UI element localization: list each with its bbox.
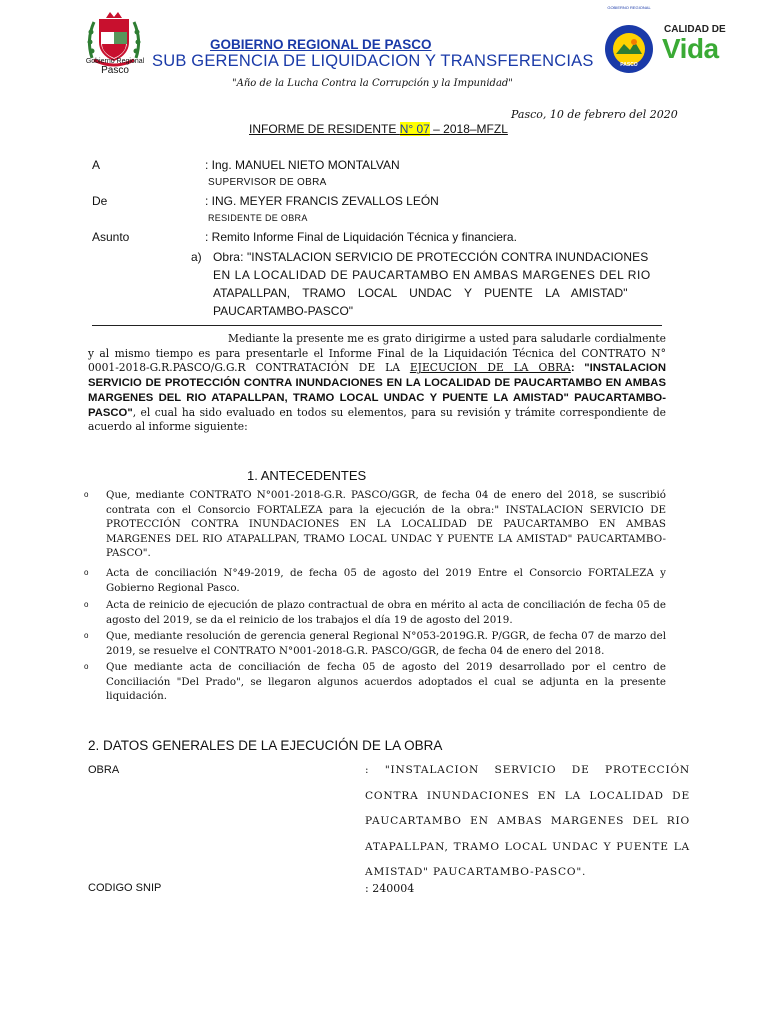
from-value: : ING. MEYER FRANCIS ZEVALLOS LEÓN (205, 194, 439, 208)
bullet-marker: o (84, 662, 89, 671)
obra-line-1: Obra: "INSTALACION SERVICIO DE PROTECCIÓN CONTRA INUNDACIONES (213, 250, 649, 264)
bullet-marker: o (84, 490, 89, 499)
report-title-prefix: INFORME DE RESIDENTE (249, 122, 400, 136)
bullet-text: Que, mediante resolución de gerencia general Regional N°053-2019G.R. P/GGR, de fecha 07 de marzo del 2019, se resuelve el CONTRATO N°001-2018-G.R. PASCO/GGR, de fecha 04 de enero del 2018. (106, 630, 666, 657)
intro-part1: Mediante la presente me es grato dirigirme a usted para saludarle cordialmente y al mismo tiempo es para presentarle el Informe Final de la Liquidación Técnica del CONTRATO N° 0001-2018-G.R.PASCO/G.G.R CONTRATACIÓN DE LA (88, 332, 666, 375)
from-role: RESIDENTE DE OBRA (208, 213, 308, 223)
seal-text-top: GOBIERNO REGIONAL (607, 5, 651, 10)
intro-part3: , el cual ha sido evaluado en todos su elementos, para su revisión y trámite correspondiente de acuerdo al informe siguiente: (88, 405, 666, 434)
list-item (84, 488, 666, 561)
intro-underlined: EJECUCION DE LA OBRA (409, 361, 571, 375)
obra-line-3: ATAPALLPAN, TRAMO LOCAL UNDAC Y PUENTE LA AMISTAD" (213, 286, 628, 300)
snip-field-label: CODIGO SNIP (88, 882, 162, 894)
seal-text-bottom: PASCO (620, 62, 638, 68)
bullet-text: Que, mediante CONTRATO N°001-2018-G.R. PASCO/GGR, de fecha 04 de enero del 2018, se suscribió contrata con el Consorcio FORTALEZA para la ejecución de la obra:" INSTALACION SERVICIO DE PROTECCIÓN CONTRA INUNDACIONES EN LA LOCALIDAD DE PAUCARTAMBO EN AMBAS MARGENES DEL RIO ATAPALLPAN, TRAMO LOCAL UNDAC Y PUENTE LA AMISTAD" PAUCARTAMBO-PASCO". (106, 489, 666, 560)
report-title (249, 122, 508, 136)
bullet-marker: o (84, 631, 89, 640)
bullet-marker: o (84, 568, 89, 577)
list-item (84, 598, 666, 627)
obra-field-value: : "INSTALACION SERVICIO DE PROTECCIÓN CONTRA INUNDACIONES EN LA LOCALIDAD DE PAUCARTAMBO EN AMBAS MARGENES DEL RIO ATAPALLPAN, TRAMO LOCAL UNDAC Y PUENTE LA AMISTAD" PAUCARTAMBO-PASCO". (365, 764, 690, 879)
calidad-de-vida-logo (662, 24, 732, 72)
snip-field-value: : 240004 (365, 882, 415, 895)
list-item (84, 566, 666, 595)
bullet-text: Que mediante acta de conciliación de fecha 05 de agosto del 2019 desarrollado por el centro de Conciliación "Del Prado", se llegaron algunos acuerdos adoptados el cual se adjunta en la presente liquidación. (106, 661, 666, 703)
subject-label: Asunto (92, 230, 130, 244)
date-line: Pasco, 10 de febrero del 2020 (511, 108, 678, 121)
obra-line-2: EN LA LOCALIDAD DE PAUCARTAMBO EN AMBAS MARGENES DEL RIO (213, 268, 651, 282)
calidad-top-text: CALIDAD DE (664, 24, 726, 35)
intro-part2: : "INSTALACION SERVICIO DE PROTECCIÓN CONTRA INUNDACIONES EN LA LOCALIDAD DE PAUCARTAMBO EN AMBAS MARGENES DEL RIO ATAPALLPAN, TRAMO LOCAL UNDAC Y PUENTE LA AMISTAD" PAUCARTAMBO-PASCO" (88, 362, 666, 419)
subgerencia-name: SUB GERENCIA DE LIQUIDACION Y TRANSFERENCIAS (152, 52, 594, 70)
crest-caption-line2: Pasco (101, 65, 129, 76)
section2-title: 2. DATOS GENERALES DE LA EJECUCIÓN DE LA OBRA (88, 738, 443, 753)
intro-paragraph (88, 332, 666, 435)
subject-value: : Remito Informe Final de Liquidación Técnica y financiera. (205, 230, 517, 244)
list-item (84, 660, 666, 704)
year-motto: "Año de la Lucha Contra la Corrupción y la Impunidad" (232, 78, 513, 89)
crest-caption-line1: Gobierno Regional (85, 58, 145, 65)
vida-text: Vida (662, 33, 719, 64)
obra-line-4: PAUCARTAMBO-PASCO" (213, 304, 354, 318)
to-value: : Ing. MANUEL NIETO MONTALVAN (205, 158, 400, 172)
from-label: De (92, 194, 108, 208)
government-name: GOBIERNO REGIONAL DE PASCO (210, 37, 432, 52)
report-title-suffix: – 2018–MFZL (429, 122, 508, 136)
report-number-highlight: N° 07 (399, 122, 430, 136)
section-divider (92, 325, 662, 326)
obra-field-label: OBRA (88, 764, 120, 776)
list-item (84, 629, 666, 658)
to-label: A (92, 158, 101, 172)
obra-marker: a) (191, 250, 202, 264)
bullet-text: Acta de reinicio de ejecución de plazo contractual de obra en mérito al acta de conciliación de fecha 05 de agosto del 2019, se da el reinicio de los trabajos el día 19 de agosto del 2019. (106, 599, 666, 626)
bullet-marker: o (84, 600, 89, 609)
section1-title: 1. ANTECEDENTES (247, 468, 367, 483)
to-role: SUPERVISOR DE OBRA (208, 177, 327, 188)
bullet-text: Acta de conciliación N°49-2019, de fecha 05 de agosto del 2019 Entre el Consorcio FORTALEZA y Gobierno Regional Pasco. (106, 567, 666, 594)
